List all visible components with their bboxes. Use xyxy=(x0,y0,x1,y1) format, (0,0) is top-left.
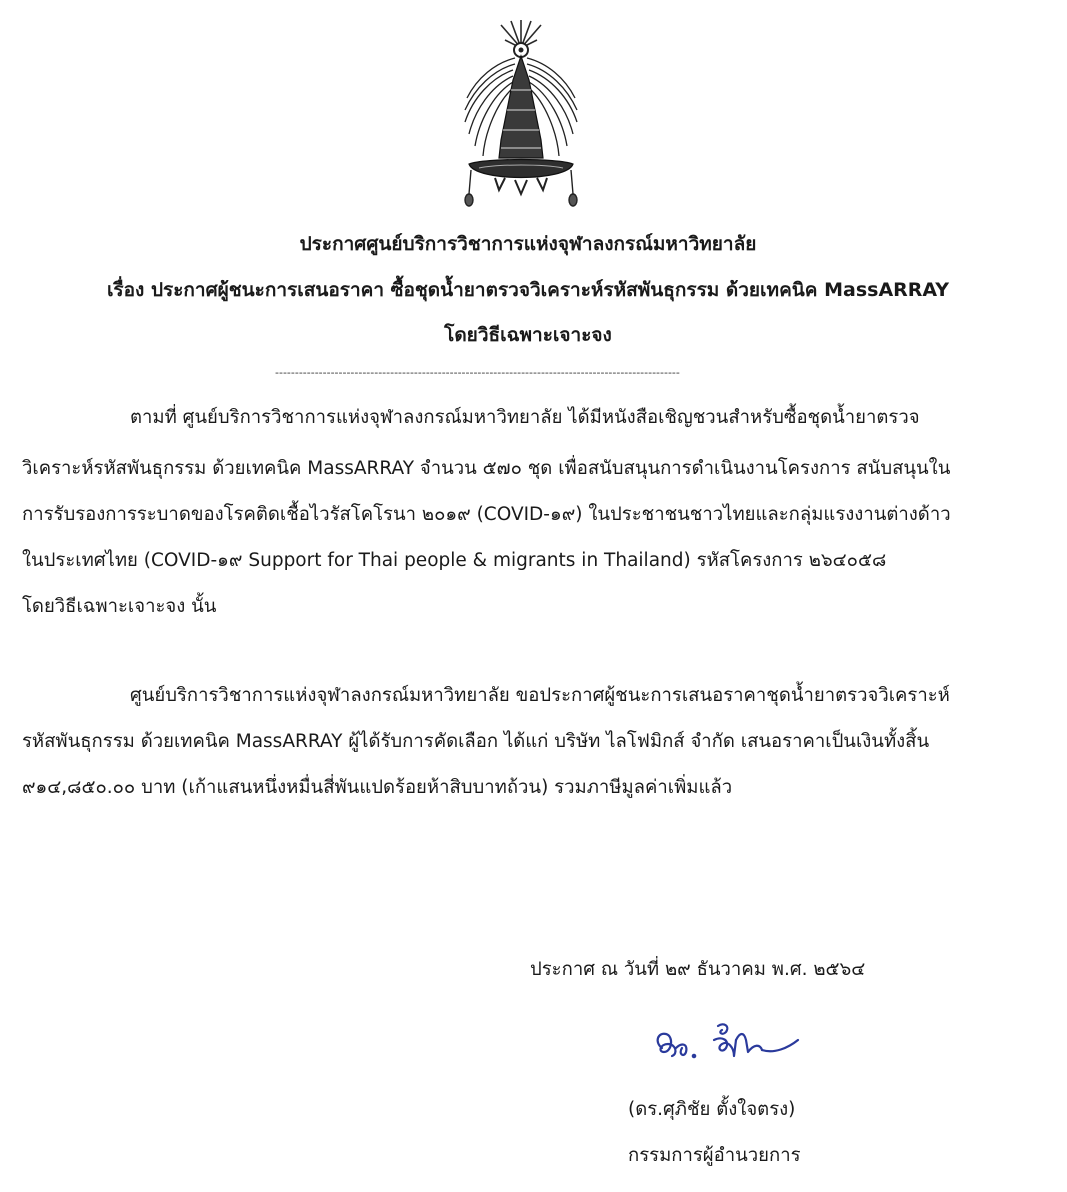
paragraph-1-line-5: โดยวิธีเฉพาะเจาะจง นั้น xyxy=(22,596,217,617)
paragraph-1-line-4: ในประเทศไทย (COVID-๑๙ Support for Thai people & migrants in Thailand) รหัสโครงการ ๒๖๔๐๕๘ xyxy=(22,550,887,571)
title-divider: ------------------------------------------------------------------------------------------------------ xyxy=(275,366,680,379)
announcement-date: ประกาศ ณ วันที่ ๒๙ ธันวาคม พ.ศ. ๒๕๖๔ xyxy=(530,959,866,980)
announcement-subject: เรื่อง ประกาศผู้ชนะการเสนอราคา ซื้อชุดน้ำยาตรวจวิเคราะห์รหัสพันธุกรรม ด้วยเทคนิค MassARRAY xyxy=(106,279,950,301)
announcement-title: ประกาศศูนย์บริการวิชาการแห่งจุฬาลงกรณ์มหาวิทยาลัย xyxy=(299,233,757,255)
university-emblem-icon xyxy=(455,18,587,216)
paragraph-1-line-2: วิเคราะห์รหัสพันธุกรรม ด้วยเทคนิค MassARRAY จำนวน ๕๗๐ ชุด เพื่อสนับสนุนการดำเนินงานโครงการ สนับสนุนใน xyxy=(22,458,951,479)
signature-icon xyxy=(648,1018,818,1068)
announcement-method: โดยวิธีเฉพาะเจาะจง xyxy=(444,324,612,346)
paragraph-2-line-1: ศูนย์บริการวิชาการแห่งจุฬาลงกรณ์มหาวิทยาลัย ขอประกาศผู้ชนะการเสนอราคาชุดน้ำยาตรวจวิเคราะห์ xyxy=(130,685,950,706)
signer-name: (ดร.ศุภิชัย ตั้งใจตรง) xyxy=(628,1099,796,1120)
paragraph-1-line-1: ตามที่ ศูนย์บริการวิชาการแห่งจุฬาลงกรณ์มหาวิทยาลัย ได้มีหนังสือเชิญชวนสำหรับซื้อชุดน้ำยาตรวจ xyxy=(130,407,920,428)
paragraph-2-line-2: รหัสพันธุกรรม ด้วยเทคนิค MassARRAY ผู้ได้รับการคัดเลือก ได้แก่ บริษัท ไลโฟมิกส์ จำกัด เสนอราคาเป็นเงินทั้งสิ้น xyxy=(22,731,930,752)
paragraph-1-line-3: การรับรองการระบาดของโรคติดเชื้อไวรัสโคโรนา ๒๐๑๙ (COVID-๑๙) ในประชาชนชาวไทยและกลุ่มแรงงานต่างด้าว xyxy=(22,504,951,525)
paragraph-2-line-3: ๙๑๔,๘๕๐.๐๐ บาท (เก้าแสนหนึ่งหมื่นสี่พันแปดร้อยห้าสิบบาทถ้วน) รวมภาษีมูลค่าเพิ่มแล้ว xyxy=(22,777,733,798)
signer-title: กรรมการผู้อำนวยการ xyxy=(628,1145,801,1166)
